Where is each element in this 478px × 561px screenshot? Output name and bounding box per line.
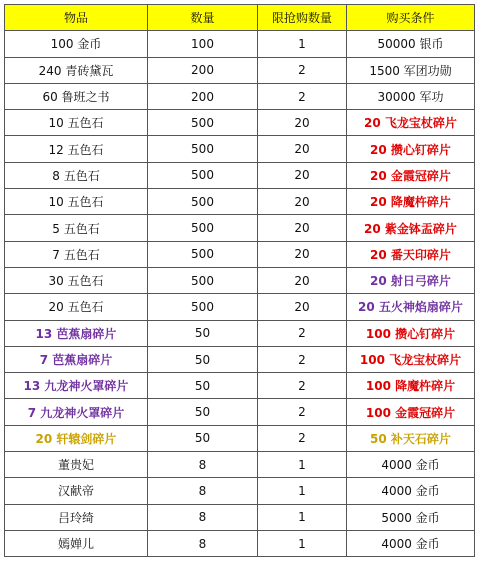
condition-cell: 30000 军功 [347, 83, 475, 109]
limit-cell: 20 [258, 136, 347, 162]
condition-cell: 20 紫金钵盂碎片 [347, 215, 475, 241]
table-row [5, 504, 475, 530]
limit-cell: 2 [258, 373, 347, 399]
condition-cell: 50000 银币 [347, 31, 475, 57]
limit-cell: 2 [258, 320, 347, 346]
condition-cell: 20 金霞冠碎片 [347, 162, 475, 188]
table-row [5, 399, 475, 425]
quantity-cell: 8 [148, 478, 258, 504]
item-cell: 5 五色石 [5, 215, 148, 241]
table-row [5, 346, 475, 372]
quantity-cell: 100 [148, 31, 258, 57]
item-cell: 13 九龙神火罩碎片 [5, 373, 148, 399]
item-cell: 7 五色石 [5, 241, 148, 267]
table-row [5, 373, 475, 399]
header-quantity: 数量 [148, 5, 258, 31]
item-cell: 10 五色石 [5, 110, 148, 136]
header-row [5, 5, 475, 31]
limit-cell: 2 [258, 425, 347, 451]
quantity-cell: 500 [148, 162, 258, 188]
item-cell: 8 五色石 [5, 162, 148, 188]
condition-cell: 100 金霞冠碎片 [347, 399, 475, 425]
quantity-cell: 500 [148, 136, 258, 162]
item-cell: 董贵妃 [5, 452, 148, 478]
table-body [5, 31, 475, 557]
condition-cell: 20 降魔杵碎片 [347, 189, 475, 215]
table-row [5, 425, 475, 451]
shop-table [4, 4, 475, 557]
limit-cell: 1 [258, 452, 347, 478]
quantity-cell: 50 [148, 399, 258, 425]
quantity-cell: 50 [148, 320, 258, 346]
condition-cell: 4000 金币 [347, 452, 475, 478]
item-cell: 13 芭蕉扇碎片 [5, 320, 148, 346]
quantity-cell: 50 [148, 425, 258, 451]
header-limit: 限抢购数量 [258, 5, 347, 31]
limit-cell: 20 [258, 241, 347, 267]
condition-cell: 20 飞龙宝杖碎片 [347, 110, 475, 136]
limit-cell: 20 [258, 189, 347, 215]
condition-cell: 20 番天印碎片 [347, 241, 475, 267]
table-row [5, 241, 475, 267]
limit-cell: 1 [258, 504, 347, 530]
item-cell: 嫣婵儿 [5, 530, 148, 556]
quantity-cell: 200 [148, 83, 258, 109]
condition-cell: 50 补天石碎片 [347, 425, 475, 451]
quantity-cell: 500 [148, 294, 258, 320]
condition-cell: 20 攒心钉碎片 [347, 136, 475, 162]
limit-cell: 20 [258, 110, 347, 136]
table-row [5, 189, 475, 215]
table-header [5, 5, 475, 31]
condition-cell: 20 五火神焰扇碎片 [347, 294, 475, 320]
table-row [5, 162, 475, 188]
limit-cell: 20 [258, 162, 347, 188]
quantity-cell: 500 [148, 241, 258, 267]
header-item: 物品 [5, 5, 148, 31]
quantity-cell: 500 [148, 189, 258, 215]
item-cell: 12 五色石 [5, 136, 148, 162]
quantity-cell: 50 [148, 373, 258, 399]
table-row [5, 110, 475, 136]
limit-cell: 20 [258, 215, 347, 241]
table-row [5, 136, 475, 162]
quantity-cell: 8 [148, 530, 258, 556]
limit-cell: 2 [258, 83, 347, 109]
item-cell: 20 轩辕剑碎片 [5, 425, 148, 451]
table-row [5, 530, 475, 556]
limit-cell: 20 [258, 267, 347, 293]
limit-cell: 1 [258, 31, 347, 57]
limit-cell: 2 [258, 399, 347, 425]
item-cell: 20 五色石 [5, 294, 148, 320]
condition-cell: 4000 金币 [347, 478, 475, 504]
table-row [5, 215, 475, 241]
header-condition: 购买条件 [347, 5, 475, 31]
condition-cell: 4000 金币 [347, 530, 475, 556]
item-cell: 吕玲绮 [5, 504, 148, 530]
table-row [5, 267, 475, 293]
condition-cell: 100 飞龙宝杖碎片 [347, 346, 475, 372]
condition-cell: 5000 金币 [347, 504, 475, 530]
table-row [5, 478, 475, 504]
item-cell: 30 五色石 [5, 267, 148, 293]
limit-cell: 1 [258, 530, 347, 556]
table-row [5, 294, 475, 320]
table-row [5, 320, 475, 346]
quantity-cell: 200 [148, 57, 258, 83]
limit-cell: 2 [258, 346, 347, 372]
table-row [5, 83, 475, 109]
table-row [5, 31, 475, 57]
quantity-cell: 50 [148, 346, 258, 372]
condition-cell: 100 攒心钉碎片 [347, 320, 475, 346]
item-cell: 100 金币 [5, 31, 148, 57]
table-row [5, 57, 475, 83]
quantity-cell: 8 [148, 452, 258, 478]
shop-table-wrapper [4, 4, 475, 557]
quantity-cell: 500 [148, 110, 258, 136]
limit-cell: 1 [258, 478, 347, 504]
quantity-cell: 8 [148, 504, 258, 530]
limit-cell: 20 [258, 294, 347, 320]
item-cell: 240 青砖黛瓦 [5, 57, 148, 83]
quantity-cell: 500 [148, 267, 258, 293]
limit-cell: 2 [258, 57, 347, 83]
item-cell: 10 五色石 [5, 189, 148, 215]
item-cell: 汉献帝 [5, 478, 148, 504]
condition-cell: 20 射日弓碎片 [347, 267, 475, 293]
table-row [5, 452, 475, 478]
condition-cell: 100 降魔杵碎片 [347, 373, 475, 399]
item-cell: 7 九龙神火罩碎片 [5, 399, 148, 425]
quantity-cell: 500 [148, 215, 258, 241]
item-cell: 7 芭蕉扇碎片 [5, 346, 148, 372]
item-cell: 60 鲁班之书 [5, 83, 148, 109]
condition-cell: 1500 军团功勋 [347, 57, 475, 83]
